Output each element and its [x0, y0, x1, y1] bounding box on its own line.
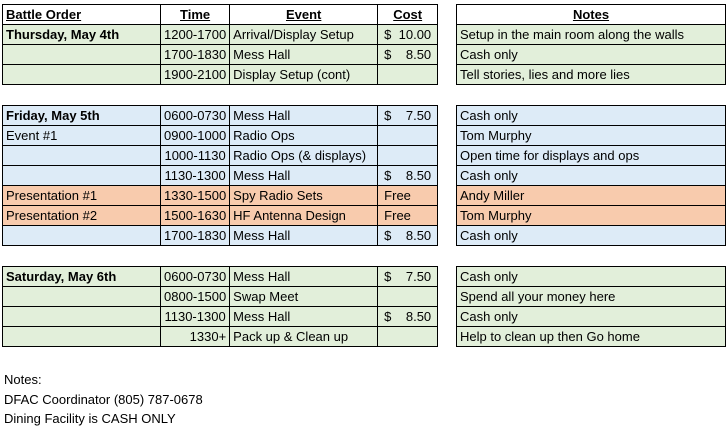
notes-row — [457, 206, 726, 226]
battle-order-cell — [3, 45, 161, 65]
notes-row — [457, 25, 726, 45]
cost-cell — [378, 65, 438, 85]
note-cell: Cash only — [457, 106, 726, 126]
time-cell: 0800-1500 — [161, 287, 230, 307]
cost-currency: $ — [384, 27, 392, 42]
battle-order-cell: Event #1 — [3, 126, 161, 146]
event-cell: Mess Hall — [230, 106, 378, 126]
header-notes: Notes — [457, 5, 726, 25]
battle-order-cell — [3, 65, 161, 85]
schedule-row — [3, 307, 438, 327]
section-spacer — [3, 85, 438, 106]
event-cell: Radio Ops — [230, 126, 378, 146]
cost-currency: $ — [384, 228, 392, 243]
cost-cell — [378, 45, 438, 65]
cost-free: Free — [384, 188, 411, 203]
note-cell: Open time for displays and ops — [457, 146, 726, 166]
notes-row — [457, 106, 726, 126]
header-battle-order: Battle Order — [3, 5, 161, 25]
schedule-row — [3, 206, 438, 226]
time-cell: 1700-1830 — [161, 45, 230, 65]
cost-amount: 8.50 — [405, 228, 432, 243]
event-cell: HF Antenna Design — [230, 206, 378, 226]
cost-amount: 10.00 — [398, 27, 432, 42]
note-cell: Spend all your money here — [457, 287, 726, 307]
cost-currency: $ — [384, 309, 392, 324]
event-cell: Radio Ops (& displays) — [230, 146, 378, 166]
header-event: Event — [230, 5, 378, 25]
cost-cell — [378, 307, 438, 327]
battle-order-cell — [3, 146, 161, 166]
cost-amount: 8.50 — [405, 168, 432, 183]
cost-cell — [378, 166, 438, 186]
notes-row — [457, 45, 726, 65]
note-cell: Tom Murphy — [457, 206, 726, 226]
note-cell: Cash only — [457, 226, 726, 246]
cost-cell — [378, 25, 438, 45]
cost-currency: $ — [384, 168, 392, 183]
event-cell: Mess Hall — [230, 166, 378, 186]
note-cell: Cash only — [457, 307, 726, 327]
note-cell: Setup in the main room along the walls — [457, 25, 726, 45]
cost-cell — [378, 226, 438, 246]
footer-cash-only: Dining Facility is CASH ONLY — [4, 411, 176, 426]
schedule-header-row — [3, 5, 438, 25]
note-cell: Andy Miller — [457, 186, 726, 206]
cost-free: Free — [384, 208, 411, 223]
schedule-row — [3, 226, 438, 246]
time-cell: 1900-2100 — [161, 65, 230, 85]
battle-order-cell: Friday, May 5th — [3, 106, 161, 126]
event-cell: Swap Meet — [230, 287, 378, 307]
footer-dfac-coordinator: DFAC Coordinator (805) 787-0678 — [4, 391, 203, 407]
section-spacer — [3, 246, 438, 267]
cost-cell — [378, 267, 438, 287]
battle-order-cell: Thursday, May 4th — [3, 25, 161, 45]
notes-row — [457, 327, 726, 347]
schedule-row — [3, 166, 438, 186]
event-cell: Spy Radio Sets — [230, 186, 378, 206]
cost-cell — [378, 126, 438, 146]
schedule-row — [3, 45, 438, 65]
footer-notes — [4, 370, 203, 429]
schedule-row — [3, 327, 438, 347]
schedule-row — [3, 267, 438, 287]
time-cell: 0600-0730 — [161, 106, 230, 126]
time-cell: 1330-1500 — [161, 186, 230, 206]
event-cell: Mess Hall — [230, 226, 378, 246]
notes-row — [457, 226, 726, 246]
battle-order-cell — [3, 327, 161, 347]
cost-amount: 7.50 — [405, 108, 432, 123]
notes-row — [457, 146, 726, 166]
cost-cell — [378, 206, 438, 226]
schedule-row — [3, 146, 438, 166]
notes-row — [457, 287, 726, 307]
cost-cell — [378, 106, 438, 126]
cost-amount: 7.50 — [405, 269, 432, 284]
schedule-table — [2, 4, 438, 347]
note-cell: Tom Murphy — [457, 126, 726, 146]
battle-order-cell: Presentation #2 — [3, 206, 161, 226]
time-cell: 0900-1000 — [161, 126, 230, 146]
note-cell: Cash only — [457, 267, 726, 287]
cost-cell — [378, 327, 438, 347]
event-cell: Display Setup (cont) — [230, 65, 378, 85]
schedule-row — [3, 25, 438, 45]
cost-currency: $ — [384, 47, 392, 62]
battle-order-cell — [3, 166, 161, 186]
notes-header-row — [457, 5, 726, 25]
time-cell: 1330+ — [161, 327, 230, 347]
event-cell: Mess Hall — [230, 267, 378, 287]
section-spacer — [457, 85, 726, 106]
notes-row — [457, 126, 726, 146]
note-cell: Help to clean up then Go home — [457, 327, 726, 347]
battle-order-cell — [3, 287, 161, 307]
time-cell: 1700-1830 — [161, 226, 230, 246]
schedule-row — [3, 106, 438, 126]
header-time: Time — [161, 5, 230, 25]
notes-row — [457, 65, 726, 85]
cost-cell — [378, 287, 438, 307]
event-cell: Mess Hall — [230, 45, 378, 65]
schedule-row — [3, 126, 438, 146]
notes-row — [457, 267, 726, 287]
time-cell: 1500-1630 — [161, 206, 230, 226]
note-cell: Cash only — [457, 166, 726, 186]
cost-currency: $ — [384, 269, 392, 284]
battle-order-cell — [3, 307, 161, 327]
footer-notes-title: Notes: — [4, 372, 42, 387]
time-cell: 1130-1300 — [161, 166, 230, 186]
notes-table — [456, 4, 726, 347]
notes-row — [457, 166, 726, 186]
event-cell: Mess Hall — [230, 307, 378, 327]
schedule-row — [3, 65, 438, 85]
time-cell: 1130-1300 — [161, 307, 230, 327]
note-cell: Tell stories, lies and more lies — [457, 65, 726, 85]
battle-order-cell: Saturday, May 6th — [3, 267, 161, 287]
cost-currency: $ — [384, 108, 392, 123]
section-spacer — [457, 246, 726, 267]
schedule-row — [3, 287, 438, 307]
cost-cell — [378, 186, 438, 206]
note-cell: Cash only — [457, 45, 726, 65]
event-cell: Pack up & Clean up — [230, 327, 378, 347]
cost-amount: 8.50 — [405, 47, 432, 62]
cost-amount: 8.50 — [405, 309, 432, 324]
notes-row — [457, 307, 726, 327]
battle-order-cell: Presentation #1 — [3, 186, 161, 206]
time-cell: 1200-1700 — [161, 25, 230, 45]
header-cost: Cost — [378, 5, 438, 25]
schedule-row — [3, 186, 438, 206]
event-cell: Arrival/Display Setup — [230, 25, 378, 45]
battle-order-cell — [3, 226, 161, 246]
time-cell: 0600-0730 — [161, 267, 230, 287]
notes-row — [457, 186, 726, 206]
cost-cell — [378, 146, 438, 166]
time-cell: 1000-1130 — [161, 146, 230, 166]
